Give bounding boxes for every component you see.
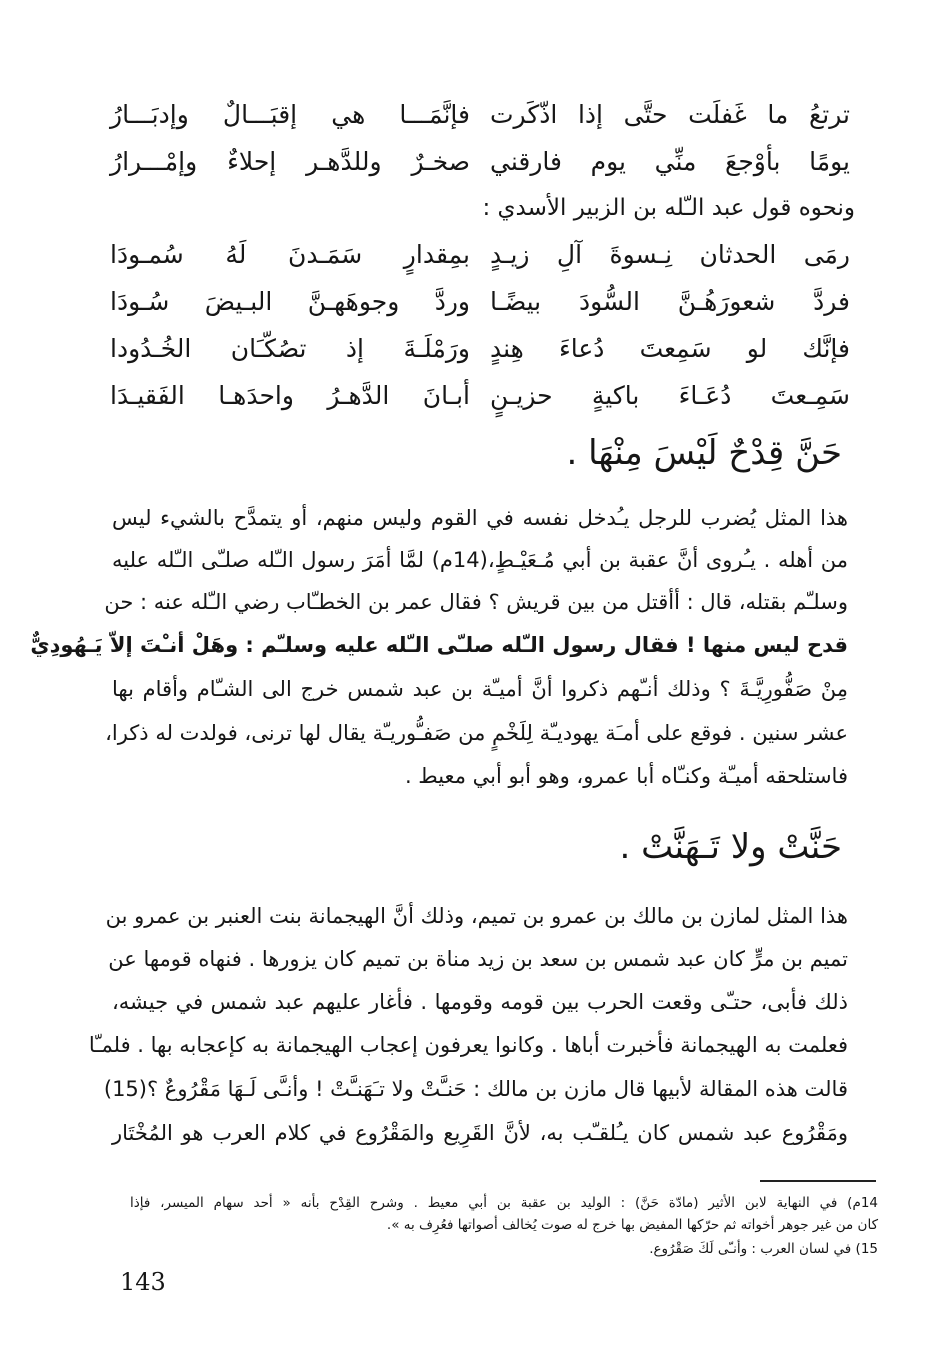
footnote-line: 14م) في النهاية لابن الأثير (مادّة حَنَّ) : الوليد بن عقبة بن أبي معيط . وشرح القِدْح بأنه « أحد سهام الميسر، فإذا: [130, 1195, 878, 1211]
body-line: هذا المثل لمازن بن مالك بن عمرو بن تميم، وذلك أنَّ الهيجمانة بنت العنبر بن عمرو بن: [105, 904, 848, 928]
body-line: تميم بن مرٍّ كان عبد شمس بن سعد بن زيد مناة بن تميم كان يزورها . فنهاه قومها عن: [108, 947, 848, 971]
poem-intro-line: ونحوه قول عبد الـّله بن الزبير الأسدي :: [482, 195, 855, 221]
verse-hemistich: فإنَّمَـــا هي إقبَـــالٌ وإدبَـــارُ: [110, 100, 470, 129]
body-line: ذلك فأبى، حتـّى وقعت الحرب بين قومه وقومها . فأغار عليهم عبد شمس في جيشه،: [112, 990, 848, 1014]
verse-hemistich: سَمِـعتَ دُعَـاءَ باكيةٍ حزيـنٍ: [490, 381, 850, 410]
poem1-left-column: [110, 91, 470, 185]
body-line: مِنْ صَفُّورِيَّـةَ ؟ وذلك أنـّهم ذكروا أنَّ أميـّة بن عبد شمس خرج الى الشـّام وأقام بها: [112, 677, 848, 701]
verse-hemistich: صخـرٌ وللدَّهـر إحلاءٌ وإمْـــرارُ: [110, 147, 470, 176]
poem2-left-column: [110, 231, 470, 419]
verse-hemistich: بمِقدارٍ سَمَـدنَ لَهُ سُمـودَا: [110, 240, 470, 269]
body-line: فاستلحقه أميـّة وكنـّاه أبا عمرو، وهو أبو أبي معيط .: [404, 764, 848, 788]
verse-hemistich: وردَّ وجوهَهـنَّ البـيضَ سُـودَا: [110, 287, 470, 316]
body-line: من أهله . يـُروى أنَّ عقبة بن أبي مُـعَيْـطٍ،(14م) لمَّا أمَرَ رسول الـّله صلـّى الـّله عليه: [112, 548, 848, 572]
body-line: وسلـّم بقتله، قال : أأقتل من بين قريش ؟ فقال عمر بن الخطـّاب رضي الـّله عنه : حن: [104, 590, 848, 614]
verse-hemistich: ترتعُ ما غَفلَت حتَّى إذا اذّكَرت: [490, 100, 850, 129]
body-line: عشر سنين . فوقع على أمـَة يهوديـّة لِلَخْمٍ من صَفـُّوريـّة يقال لها ترنى، فولدت له ذكرا،: [105, 721, 848, 745]
proverb-heading-1: حَنَّ قِدْحٌ لَيْسَ مِنْهَا .: [566, 433, 842, 473]
verse-hemistich: أبـانَ الدَّهـرُ واحدَهـا الفَقيـدَا: [110, 381, 470, 410]
footnote-line: كان من غير جوهر أخواته ثم حرّكها المفيض بها خرج له صوت يُخالف أصواتها فعُرِف به ».: [386, 1217, 878, 1233]
verse-hemistich: رمَى الحدثان نِـسوةَ آلِ زيـدٍ: [490, 240, 850, 269]
poem2-right-column: [490, 231, 850, 419]
verse-hemistich: فردَّ شعورَهُـنَّ السُّودَ بيضًـا: [490, 287, 850, 316]
body-line: قدح ليس منها ! فقال رسول الـّله صلـّى الـّله عليه وسلـّم : وهَلْ أنـْتَ إلاّ يَـهُودِيٌّ: [30, 633, 848, 657]
body-line: هذا المثل يُضرب للرجل يـُدخل نفسه في القوم وليس منهم، أو يتمدَّح بالشيء ليس: [112, 506, 848, 530]
proverb-heading-2: حَنَّتْ ولا تَـهَنَّتْ .: [619, 827, 842, 867]
verse-hemistich: ورَمْلَـةَ إذ تصُكّـَان الخُـدُودا: [110, 334, 470, 363]
footnote-line: 15) في لسان العرب : وأنـّى لَكَ صَقْرُوع.: [649, 1241, 878, 1257]
body-line: ومَقْرُوع عبد شمس كان يـُلقـّب به، لأنَّ القَرِيع والمَقْرُوع في كلام العرب هو المُخْتَار: [112, 1121, 848, 1145]
footnote-separator: [760, 1180, 876, 1182]
verse-hemistich: يومًا بأوْجعَ منِّي يوم فارقني: [490, 147, 850, 176]
body-line: قالت هذه المقالة لأبيها قال مازن بن مالك : حَنـَّتْ ولا تـَهَنـَّتْ ! وأنـَّى لَـهَا مَقْرُوعٌ ؟(15): [103, 1077, 848, 1101]
body-line: فعلمت به الهيجمانة فأخبرت أباها . وكانوا يعرفون إعجاب الهيجمانة به كإعجابه بها . فلمـّا: [88, 1033, 848, 1057]
verse-hemistich: فإنَّك لو سَمِعتَ دُعاءَ هِندٍ: [490, 334, 850, 363]
poem1-right-column: [490, 91, 850, 185]
page-number: 143: [120, 1268, 166, 1296]
